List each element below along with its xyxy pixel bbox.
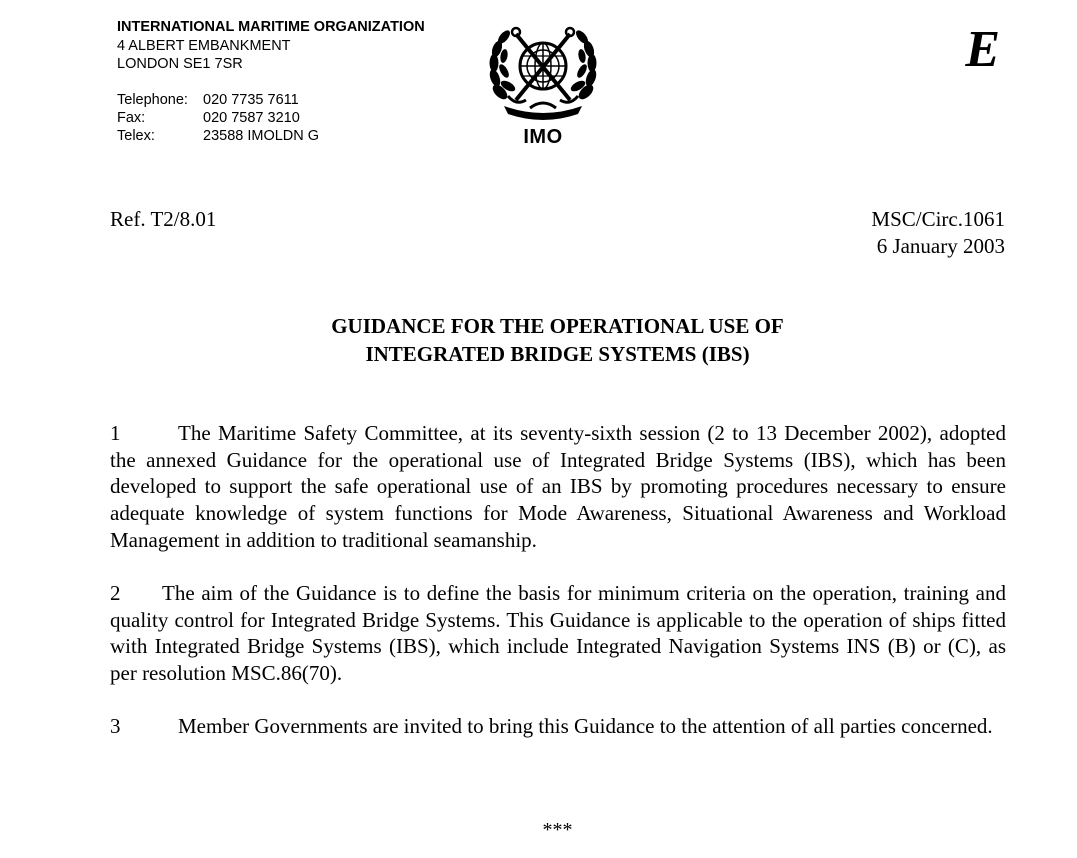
- imo-emblem-icon: [486, 20, 600, 120]
- paragraph-number: 1: [110, 421, 121, 445]
- circular-number: MSC/Circ.1061: [871, 207, 1005, 231]
- paragraph: [110, 420, 1006, 554]
- paragraph-text: The Maritime Safety Committee, at its seventy-sixth session (2 to 13 December 2002), adopted the annexed Guidance for the operational use of Integrated Bridge Systems (IBS), which has been developed to support the safe operational use of an IBS by promoting procedures necessary to ensure adequate knowledge of system functions for Mode Awareness, Situational Awareness and Workload Management in addition to traditional seamanship.: [110, 421, 1006, 552]
- contact-row-fax: [117, 109, 319, 127]
- address-line-1: 4 ALBERT EMBANKMENT: [117, 37, 291, 54]
- paragraph-text: Member Governments are invited to bring this Guidance to the attention of all parties concerned.: [178, 714, 993, 738]
- contact-label: Fax:: [117, 110, 146, 126]
- contact-label: Telex:: [117, 128, 155, 144]
- title-line-1: GUIDANCE FOR THE OPERATIONAL USE OF: [331, 314, 784, 338]
- contact-label: Telephone:: [117, 92, 188, 108]
- title-line-2: INTEGRATED BRIDGE SYSTEMS (IBS): [365, 342, 750, 366]
- circular-date: 6 January 2003: [876, 234, 1005, 258]
- circular-info: [871, 206, 1005, 260]
- contact-row-telephone: [117, 91, 319, 109]
- document-title: [110, 312, 1005, 368]
- language-mark: E: [965, 21, 1000, 78]
- paragraph-number: 2: [110, 581, 121, 605]
- contact-value: 020 7735 7611: [203, 92, 299, 108]
- organization-name: INTERNATIONAL MARITIME ORGANIZATION: [117, 19, 425, 35]
- contact-value: 23588 IMOLDN G: [203, 128, 320, 144]
- section-separator: ***: [542, 819, 573, 841]
- paragraph: [110, 580, 1006, 687]
- paragraph-text: The aim of the Guidance is to define the basis for minimum criteria on the operation, training and quality control for Integrated Bridge Systems. This Guidance is applicable to the operation of ships fitted with Integrated Bridge Systems (IBS), which include Integrated Navigation Systems INS (B) or (C), as per resolution MSC.86(70).: [110, 581, 1006, 686]
- address-line-2: LONDON SE1 7SR: [117, 56, 243, 72]
- organization-address: [117, 18, 425, 74]
- reference-number: Ref. T2/8.01: [110, 207, 217, 231]
- contact-details: [117, 91, 319, 145]
- contact-row-telex: [117, 127, 319, 145]
- logo-caption: IMO: [523, 126, 563, 148]
- paragraph: [110, 713, 1006, 740]
- contact-value: 020 7587 3210: [203, 110, 300, 126]
- paragraph-number: 3: [110, 714, 121, 738]
